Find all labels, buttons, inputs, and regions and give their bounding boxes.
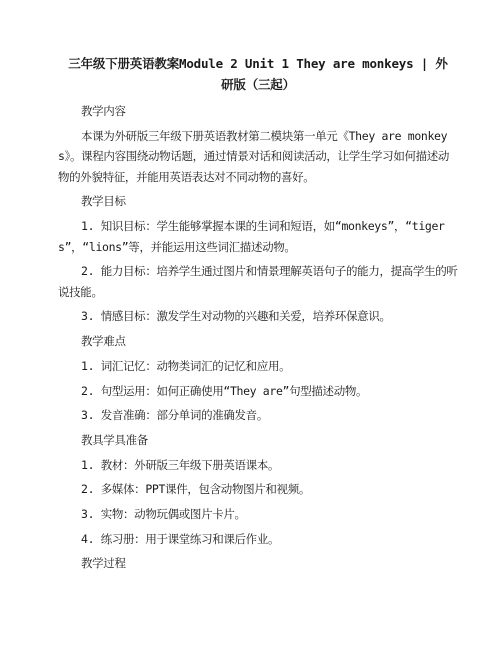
objective-knowledge: 1. 知识目标：学生能够掌握本课的生词和短语，如“monkeys”，“tigers”，“lions”等，并能运用这些词汇描述动物。 bbox=[58, 219, 445, 254]
objective-emotion: 3. 情感目标：激发学生对动物的兴趣和关爱，培养环保意识。 bbox=[81, 309, 391, 324]
material-textbook: 1. 教材：外研版三年级下册英语课本。 bbox=[81, 457, 280, 472]
difficulty-vocabulary: 1. 词汇记忆：动物类词汇的记忆和应用。 bbox=[81, 358, 291, 373]
paragraph-content-intro: 本课为外研版三年级下册英语教材第二模块第一单元《They are monkeys》。课程内容围绕动物话题，通过情景对话和阅读活动，让学生学习如何描述动物的外貌特征，并能用英语表达对不同动物的喜好。 bbox=[58, 128, 450, 184]
section-heading-difficulties: 教学难点 bbox=[81, 334, 126, 349]
material-objects: 3. 实物：动物玩偶或图片卡片。 bbox=[81, 506, 246, 521]
section-heading-process: 教学过程 bbox=[81, 556, 126, 571]
material-workbook: 4. 练习册：用于课堂练习和课后作业。 bbox=[81, 531, 280, 546]
objective-ability: 2. 能力目标：培养学生通过图片和情景理解英语句子的能力，提高学生的听说技能。 bbox=[58, 264, 458, 299]
title-line-1: 三年级下册英语教案Module 2 Unit 1 They are monkeys | 外 bbox=[68, 56, 448, 71]
section-heading-objectives: 教学目标 bbox=[81, 194, 126, 209]
material-multimedia: 2. 多媒体：PPT课件，包含动物图片和视频。 bbox=[81, 482, 310, 497]
document-title bbox=[58, 53, 458, 95]
difficulty-sentence: 2. 句型运用：如何正确使用“They are”句型描述动物。 bbox=[81, 383, 368, 398]
difficulty-pronunciation: 3. 发音准确：部分单词的准确发音。 bbox=[81, 408, 268, 423]
title-line-2: 研版（三起） bbox=[221, 77, 295, 92]
section-heading-materials: 教具学具准备 bbox=[81, 432, 148, 447]
section-heading-content: 教学内容 bbox=[81, 104, 126, 118]
